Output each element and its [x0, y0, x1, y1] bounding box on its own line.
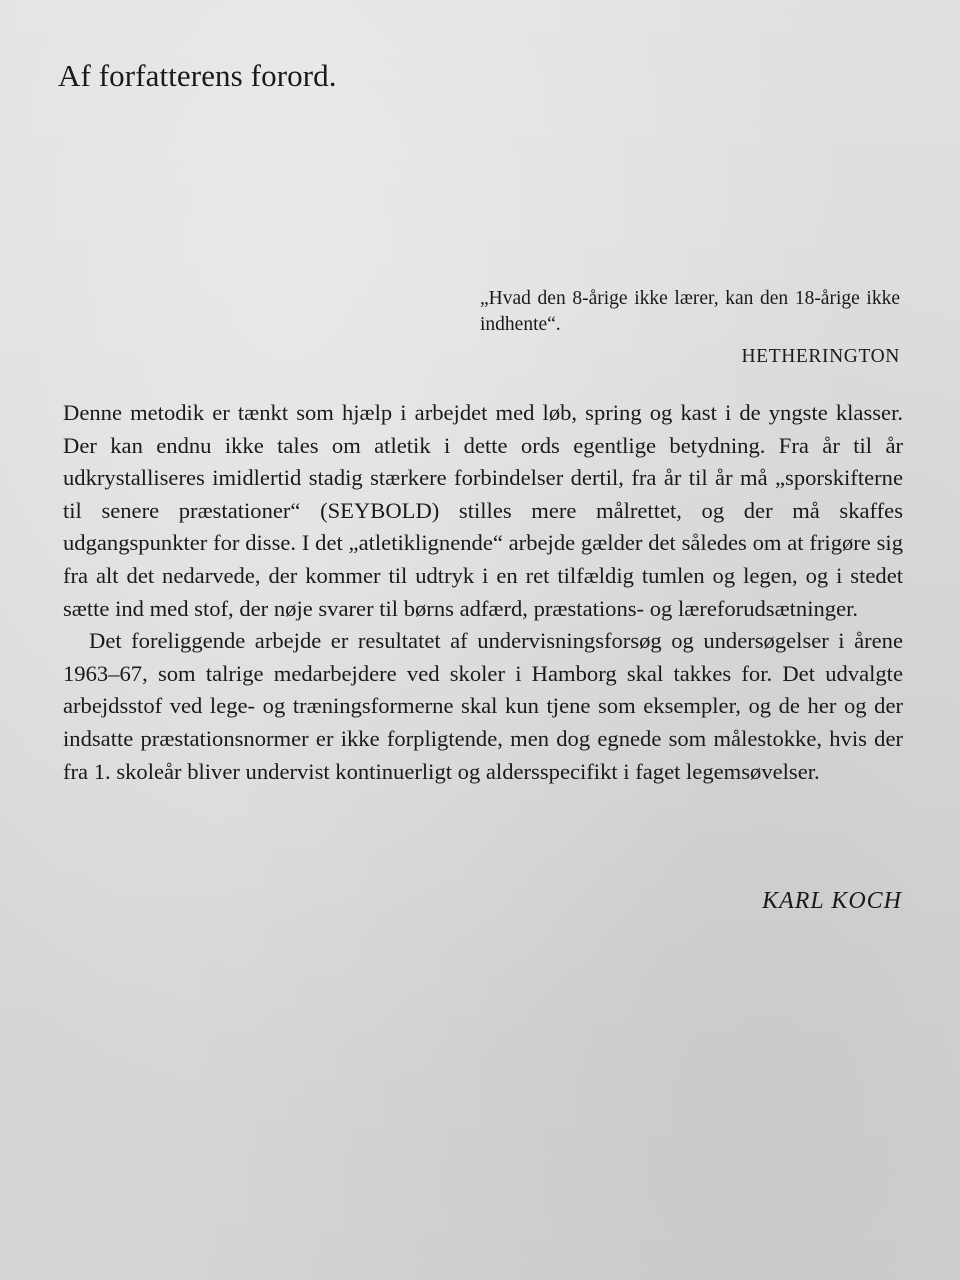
preface-body: [63, 397, 903, 788]
preface-paragraph-1: Denne metodik er tænkt som hjælp i arbejdet med løb, spring og kast i de yngste klasser. Der kan endnu ikke tales om atletik i dette ords egentlige betydning. Fra år til år udkrystalliseres imidlertid stadig stærkere forbindelser dertil, fra år til år må „sporskifterne til senere præstationer“ (SEYBOLD) stilles mere målrettet, og der må skaffes udgangspunkter for disse. I det „atletiklignende“ arbejde gælder det således om at frigøre sig fra alt det nedarvede, der kommer til udtryk i en ret tilfældig tumlen og legen, og i stedet sætte ind med stof, der nøje svarer til børns adfærd, præstations- og læreforudsætninger.: [63, 400, 903, 621]
epigraph-author: HETHERINGTON: [741, 346, 900, 367]
author-signature: KARL KOCH: [762, 888, 902, 914]
epigraph: [480, 286, 900, 370]
page-heading: Af forfatterens forord.: [58, 58, 337, 93]
epigraph-quote: „Hvad den 8-årige ikke lærer, kan den 18-årige ikke indhente“.: [480, 288, 900, 335]
preface-paragraph-2: Det foreliggende arbejde er resultatet af undervisningsforsøg og undersøgelser i årene 1963–67, som talrige medarbejdere ved skoler i Hamborg skal takkes for. Det udvalgte arbejdsstof ved lege- og træningsformerne skal kun tjene som eksempler, og de her og der indsatte præstationsnormer er ikke forpligtende, men dog egnede som målestokke, hvis der fra 1. skoleår bliver undervist kontinuerligt og aldersspecifikt i faget legemsøvelser.: [63, 628, 903, 784]
